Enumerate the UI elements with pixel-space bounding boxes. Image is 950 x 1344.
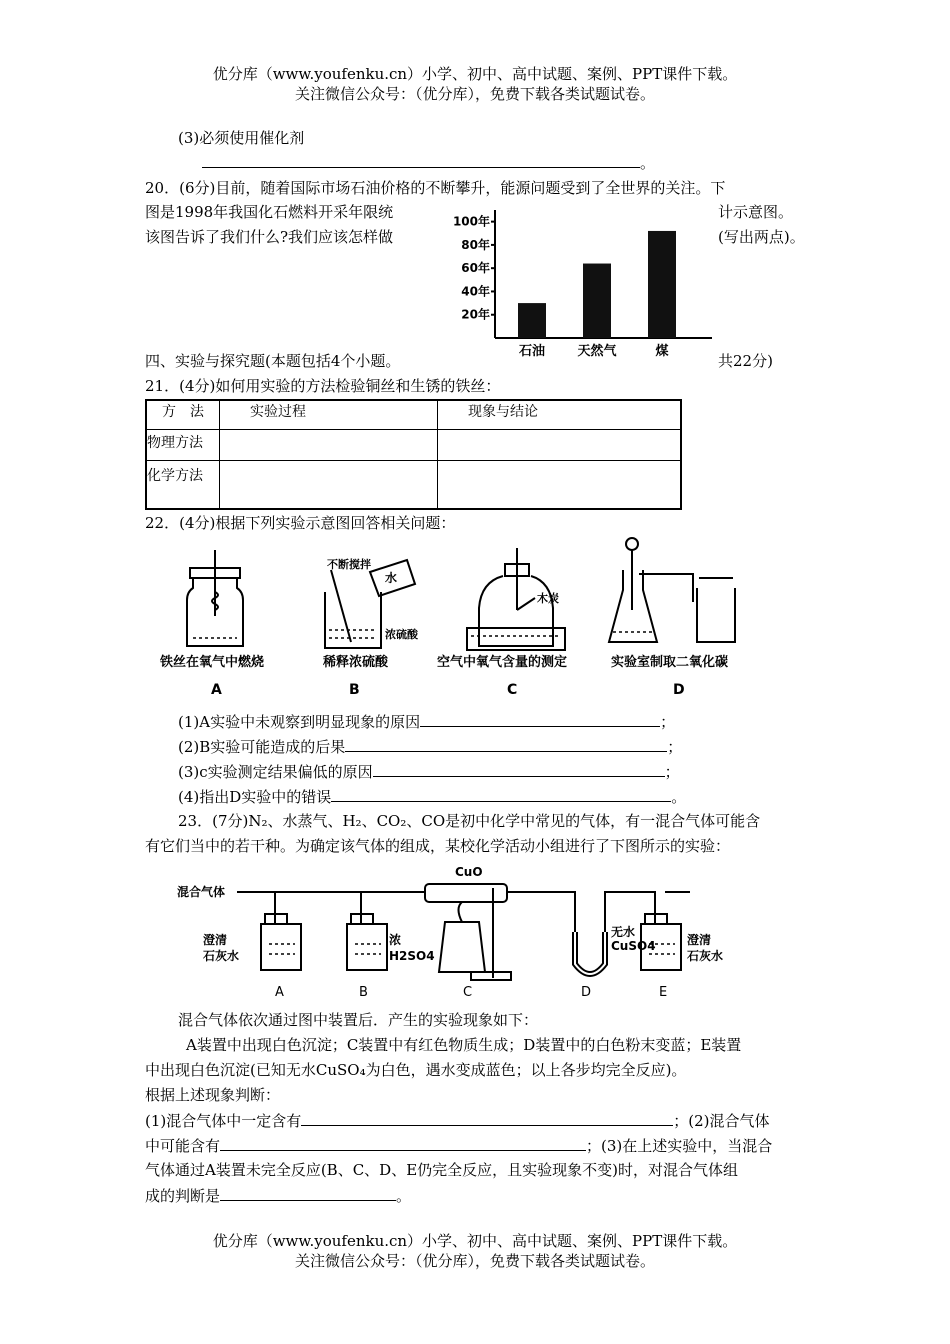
q23-p3: 中出现白色沉淀(已知无水CuSO₄为白色，遇水变成蓝色；以上各步均完全反应)。 xyxy=(145,1061,687,1079)
cell-input[interactable] xyxy=(220,461,438,510)
label-carbon: 木炭 xyxy=(537,592,559,605)
letter-a: A xyxy=(275,985,284,1000)
y-tick-label: 20年 xyxy=(461,307,490,322)
header-process: 实验过程 xyxy=(220,400,438,430)
footer-line-2: 关注微信公众号：（优分库），免费下载各类试题试卷。 xyxy=(294,1252,655,1270)
header-line-1: 优分库（www.youfenku.cn）小学、初中、高中试题、案例、PPT课件下载。 xyxy=(212,65,738,83)
label-cuso1: 无水 xyxy=(611,925,636,939)
caption-b: 稀释浓硫酸 xyxy=(323,655,389,670)
row-physical: 物理方法 xyxy=(146,430,220,461)
category-label: 天然气 xyxy=(577,344,617,359)
label-acid2: H2SO4 xyxy=(389,949,435,963)
letter-e: E xyxy=(659,985,668,1000)
q23-p4: 根据上述现象判断： xyxy=(145,1086,281,1104)
answer-blank[interactable] xyxy=(202,151,640,168)
bar-0 xyxy=(518,303,546,338)
q22-item1: (1)A实验中未观察到明显现象的原因 ； xyxy=(178,710,675,733)
answer-blank[interactable] xyxy=(420,710,660,727)
answer-blank[interactable] xyxy=(301,1109,673,1126)
q23-apparatus xyxy=(175,860,740,1005)
q22-title: 22．(4分)根据下列实验示意图回答相关问题： xyxy=(145,514,456,532)
category-label: 石油 xyxy=(518,344,546,359)
bar-1 xyxy=(583,264,611,338)
q20-line3b: (写出两点)。 xyxy=(718,228,805,246)
section4-title: 四、实验与探究题(本题包括4个小题。 xyxy=(145,352,401,370)
label-lime-e2: 石灰水 xyxy=(687,949,724,963)
letter-a: A xyxy=(211,682,222,698)
label-cuo: CuO xyxy=(455,865,483,879)
q21-table xyxy=(145,399,682,510)
cell-input[interactable] xyxy=(220,430,438,461)
figure-a-bottle xyxy=(187,550,243,646)
y-tick-label: 40年 xyxy=(461,284,490,299)
label-cuso2: CuSO4 xyxy=(611,939,656,953)
q23-p1: 混合气体依次通过图中装置后．产生的实验现象如下： xyxy=(178,1011,539,1029)
q23-answer3: 气体通过A装置未完全反应(B、C、D、E仍完全反应，且实验现象不变)时，对混合气体组 xyxy=(145,1161,739,1179)
table-row xyxy=(146,461,681,510)
answer-blank[interactable] xyxy=(345,735,667,752)
cell-input[interactable] xyxy=(438,430,682,461)
header-line-2: 关注微信公众号：（优分库），免费下载各类试题试卷。 xyxy=(294,85,655,103)
label-water: 水 xyxy=(385,571,398,585)
fuel-years-chart xyxy=(440,200,715,360)
letter-b: B xyxy=(349,682,360,698)
q23-line1: 23．(7分)N₂、水蒸气、H₂、CO₂、CO是初中化学中常见的气体，有一混合气体可能含 xyxy=(178,812,761,830)
q23-answer2: 中可能含有 ；(3)在上述实验中，当混合 xyxy=(145,1134,772,1157)
q20-line3a: 该图告诉了我们什么?我们应该怎样做 xyxy=(145,228,394,246)
y-tick-label: 100年 xyxy=(452,214,490,229)
answer-blank[interactable] xyxy=(220,1184,396,1201)
cell-input[interactable] xyxy=(438,461,682,510)
y-tick-label: 60年 xyxy=(461,261,490,276)
q22-item4: (4)指出D实验中的错误 。 xyxy=(178,785,686,808)
label-lime-a2: 石灰水 xyxy=(203,949,240,963)
q20-line1: 20．(6分)目前，随着国际市场石油价格的不断攀升，能源问题受到了全世界的关注。下 xyxy=(145,179,726,197)
label-lime-e1: 澄清 xyxy=(687,933,712,947)
row-chemical: 化学方法 xyxy=(146,461,220,510)
table-header-row xyxy=(146,400,681,430)
footer-line-1: 优分库（www.youfenku.cn）小学、初中、高中试题、案例、PPT课件下载。 xyxy=(212,1232,738,1250)
table-row xyxy=(146,430,681,461)
section4-total: 共22分) xyxy=(718,352,773,370)
q19-answer-line: 。 xyxy=(202,151,655,174)
q20-line2a: 图是1998年我国化石燃料开采年限统 xyxy=(145,203,394,221)
caption-c: 空气中氧气含量的测定 xyxy=(437,655,568,670)
q22-item3: (3)c实验测定结果偏低的原因 ； xyxy=(178,760,680,783)
bar-2 xyxy=(648,231,676,338)
letter-c: C xyxy=(463,985,473,1000)
figure-d-generator xyxy=(609,538,735,642)
q23-p2: A装置中出现白色沉淀；C装置中有红色物质生成；D装置中的白色粉末变蓝；E装置 xyxy=(186,1036,742,1054)
q23-line2: 有它们当中的若干种。为确定该气体的组成，某校化学活动小组进行了下图所示的实验： xyxy=(145,837,731,855)
caption-a: 铁丝在氧气中燃烧 xyxy=(160,655,265,670)
q19-item3: (3)必须使用催化剂 xyxy=(178,129,305,147)
label-acid: 浓硫酸 xyxy=(385,628,418,641)
letter-b: B xyxy=(359,985,368,1000)
answer-blank[interactable] xyxy=(331,785,671,802)
letter-d: D xyxy=(673,682,685,698)
q22-figures xyxy=(145,530,760,702)
letter-c: C xyxy=(507,682,518,698)
q23-answer1: (1)混合气体中一定含有 ；(2)混合气体 xyxy=(145,1109,770,1132)
category-label: 煤 xyxy=(655,344,669,359)
q21-title: 21．(4分)如何用实验的方法检验铜丝和生锈的铁丝： xyxy=(145,377,501,395)
q23-answer4: 成的判断是 。 xyxy=(145,1184,411,1207)
caption-d: 实验室制取二氧化碳 xyxy=(611,655,729,670)
q22-item2: (2)B实验可能造成的后果 ； xyxy=(178,735,682,758)
header-method: 方 法 xyxy=(146,400,220,430)
answer-blank[interactable] xyxy=(373,760,665,777)
y-tick-label: 80年 xyxy=(461,237,490,252)
label-acid1: 浓 xyxy=(389,933,402,947)
q20-line2b: 计示意图。 xyxy=(718,203,794,221)
letter-d: D xyxy=(581,985,592,1000)
label-mixed-gas: 混合气体 xyxy=(177,885,226,899)
answer-blank[interactable] xyxy=(220,1134,586,1151)
label-lime-a1: 澄清 xyxy=(203,933,228,947)
label-stir: 不断搅拌 xyxy=(327,558,371,571)
header-result: 现象与结论 xyxy=(438,400,682,430)
